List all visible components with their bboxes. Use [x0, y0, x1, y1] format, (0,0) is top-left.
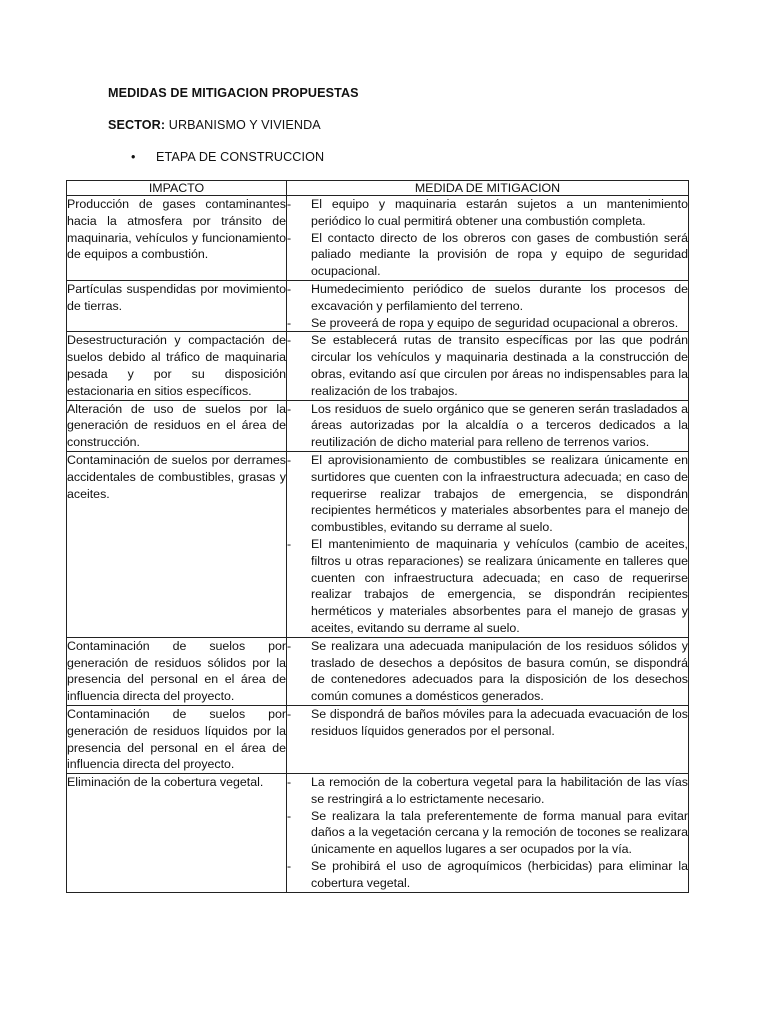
impact-cell: Contaminación de suelos por generación de residuos sólidos por la presencia del personal en el área de influencia directa del proyecto. — [67, 637, 287, 705]
table-row — [67, 451, 689, 637]
table-row — [67, 332, 689, 400]
mitigation-cell — [287, 332, 689, 400]
impact-cell: Contaminación de suelos por generación de residuos líquidos por la presencia del personal en el área de influencia directa del proyecto. — [67, 705, 287, 773]
stage-line — [131, 150, 324, 164]
mitigation-text: Humedecimiento periódico de suelos durante los procesos de excavación y perfilamiento del terreno. — [311, 281, 688, 313]
table-row — [67, 196, 689, 281]
mitigation-text: Se realizara la tala preferentemente de forma manual para evitar daños a la vegetación cercana y la remoción de tocones se realizara únicamente en aquellos lugares a ser ocupados por la vía. — [311, 808, 688, 857]
mitigation-cell — [287, 637, 689, 705]
stage-label: ETAPA DE CONSTRUCCION — [156, 150, 325, 164]
dash-marker: - — [287, 638, 292, 653]
mitigation-item — [287, 774, 688, 808]
mitigation-item — [287, 858, 688, 892]
mitigation-item — [287, 230, 688, 280]
dash-marker: - — [287, 452, 292, 467]
dash-marker: - — [287, 536, 292, 551]
header-mitigation: MEDIDA DE MITIGACION — [287, 181, 689, 196]
table-row — [67, 774, 689, 893]
impact-cell: Producción de gases contaminantes hacia la atmosfera por tránsito de maquinaria, vehículos y funcionamiento de equipos a combustión. — [67, 196, 287, 281]
sector-line — [108, 118, 321, 132]
table-row — [67, 280, 689, 331]
impact-cell: Desestructuración y compactación de suelos debido al tráfico de maquinaria pesada y por su disposición estacionaria en sitios específicos. — [67, 332, 287, 400]
mitigation-item — [287, 808, 688, 858]
mitigation-text: Los residuos de suelo orgánico que se generen serán trasladados a áreas autorizadas por la alcaldía o a terceros dedicados a la reutilización de dicho material para relleno de terrenos varios. — [311, 401, 688, 450]
mitigation-item — [287, 401, 688, 451]
impact-cell: Partículas suspendidas por movimiento de tierras. — [67, 280, 287, 331]
dash-marker: - — [287, 808, 292, 823]
mitigation-text: El aprovisionamiento de combustibles se realizara únicamente en surtidores que cuenten con la infraestructura adecuada; en caso de requerirse realizar trabajos de emergencia, se dispondrán recipientes herméticos y materiales absorbentes para el manejo de combustibles, evitando su derrame al suelo. — [311, 452, 688, 535]
mitigation-text: Se realizara una adecuada manipulación de los residuos sólidos y traslado de desechos a depósitos de basura común, se dispondrá de contenedores adecuados para la disposición de los desechos común comunes a domésticos generados. — [311, 638, 688, 704]
mitigation-text: El equipo y maquinaria estarán sujetos a un mantenimiento periódico lo cual permitirá obtener una combustión completa. — [311, 197, 688, 228]
header-impact: IMPACTO — [67, 181, 287, 196]
mitigation-item — [287, 638, 688, 705]
dash-marker: - — [287, 775, 292, 790]
mitigation-text: La remoción de la cobertura vegetal para la habilitación de las vías se restringirá a lo estrictamente necesario. — [311, 775, 688, 806]
mitigation-item — [287, 315, 688, 332]
mitigation-item — [287, 536, 688, 637]
table-row — [67, 400, 689, 451]
mitigation-item — [287, 196, 688, 230]
mitigation-text: El mantenimiento de maquinaria y vehículos (cambio de aceites, filtros u otras reparaciones) se realizara únicamente en talleres que cuenten con infraestructura adecuada; en caso de requerirse realizar trabajos de emergencia, se dispondrán recipientes herméticos y materiales absorbentes para el manejo de grasas y aceites, evitando su derrame al suelo. — [311, 536, 688, 635]
impact-cell: Eliminación de la cobertura vegetal. — [67, 774, 287, 893]
mitigation-cell — [287, 400, 689, 451]
dash-marker: - — [287, 315, 292, 330]
dash-marker: - — [287, 333, 292, 348]
impact-cell: Contaminación de suelos por derrames accidentales de combustibles, grasas y aceites. — [67, 451, 287, 637]
dash-marker: - — [287, 197, 292, 211]
mitigation-text: Se establecerá rutas de transito específicas por las que podrán circular los vehículos y maquinaria destinada a la construcción de obras, evitando así que circulen por áreas no indispensables para la realización de los trabajos. — [311, 333, 688, 398]
mitigation-cell — [287, 451, 689, 637]
dash-marker: - — [287, 706, 292, 721]
mitigation-cell — [287, 196, 689, 281]
dash-marker: - — [287, 401, 292, 416]
mitigation-text: Se proveerá de ropa y equipo de seguridad ocupacional a obreros. — [311, 315, 679, 330]
dash-marker: - — [287, 859, 292, 874]
mitigation-text: Se prohibirá el uso de agroquímicos (herbicidas) para eliminar la cobertura vegetal. — [311, 859, 688, 890]
dash-marker: - — [287, 281, 292, 296]
mitigation-cell — [287, 774, 689, 893]
stage-bullet: • — [131, 150, 136, 164]
document-title: MEDIDAS DE MITIGACION PROPUESTAS — [108, 86, 359, 100]
mitigation-text: Se dispondrá de baños móviles para la adecuada evacuación de los residuos líquidos generados por el personal. — [311, 706, 688, 738]
mitigation-item — [287, 706, 688, 740]
table-row — [67, 705, 689, 773]
table-row — [67, 637, 689, 705]
mitigation-table — [66, 180, 689, 893]
table-header-row — [67, 181, 689, 196]
sector-value: URBANISMO Y VIVIENDA — [168, 118, 321, 132]
mitigation-item — [287, 281, 688, 315]
table-body — [67, 196, 689, 893]
mitigation-cell — [287, 705, 689, 773]
mitigation-item — [287, 332, 688, 399]
impact-cell: Alteración de uso de suelos por la generación de residuos en el área de construcción. — [67, 400, 287, 451]
mitigation-cell — [287, 280, 689, 331]
mitigation-item — [287, 452, 688, 536]
dash-marker: - — [287, 230, 292, 245]
sector-label: SECTOR: — [108, 118, 166, 132]
mitigation-text: El contacto directo de los obreros con gases de combustión será paliado mediante la provisión de ropa y equipo de seguridad ocupacional. — [311, 230, 688, 279]
